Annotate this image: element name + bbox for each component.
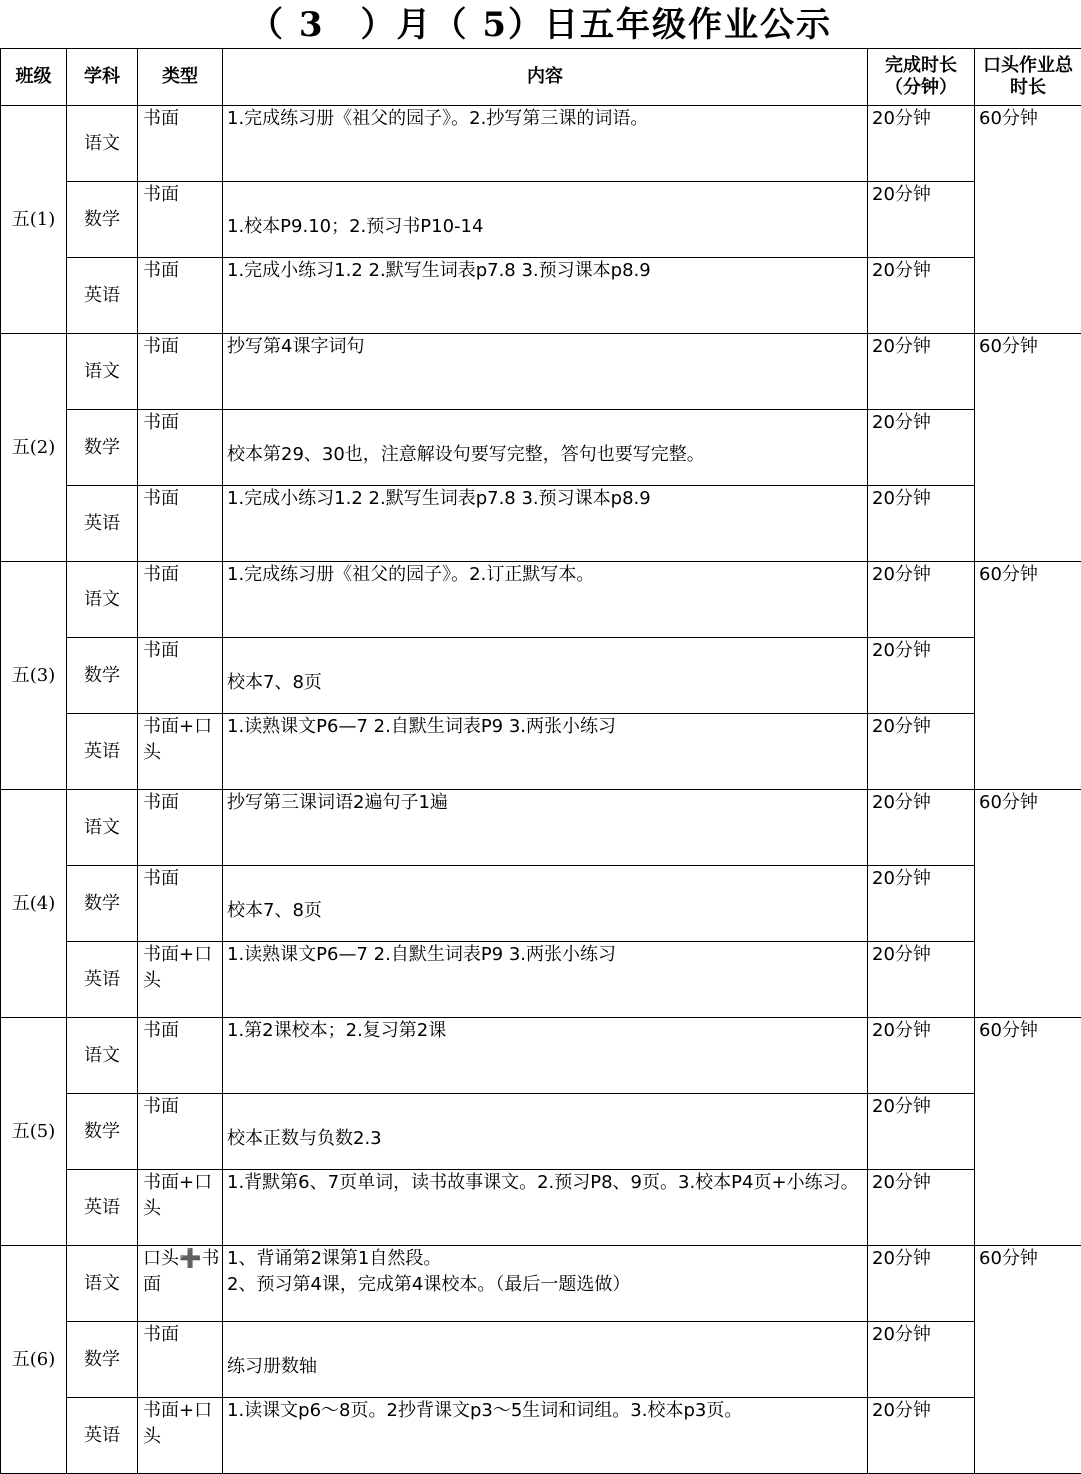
subject-cell-text: 语文 bbox=[84, 817, 120, 838]
content-cell-text: 1.完成练习册《祖父的园子》。2.抄写第三课的词语。 bbox=[227, 106, 863, 132]
header-subject: 学科 bbox=[67, 49, 138, 106]
type-cell-text: 书面 bbox=[143, 106, 222, 132]
type-cell bbox=[138, 1398, 223, 1474]
duration-cell-text: 20分钟 bbox=[872, 106, 974, 132]
content-cell bbox=[223, 1170, 868, 1246]
table-row bbox=[1, 1398, 1081, 1474]
subject-cell bbox=[67, 562, 138, 638]
subject-cell bbox=[67, 182, 138, 258]
content-cell bbox=[223, 334, 868, 410]
subject-cell bbox=[67, 866, 138, 942]
type-cell bbox=[138, 1094, 223, 1170]
duration-cell bbox=[868, 1094, 975, 1170]
type-cell-text: 书面 bbox=[143, 1018, 222, 1044]
duration-cell bbox=[868, 182, 975, 258]
homework-table bbox=[0, 48, 1081, 1474]
table-row bbox=[1, 714, 1081, 790]
duration-cell-text: 20分钟 bbox=[872, 790, 974, 816]
duration-cell-text: 20分钟 bbox=[872, 942, 974, 968]
table-row bbox=[1, 334, 1081, 410]
subject-cell-text: 英语 bbox=[84, 285, 120, 306]
type-cell bbox=[138, 1322, 223, 1398]
content-cell-text: 校本第29、30也，注意解设句要写完整，答句也要写完整。 bbox=[227, 442, 863, 468]
content-cell-text: 1.读课文p6～8页。2抄背课文p3～5生词和词组。3.校本p3页。 bbox=[227, 1398, 863, 1424]
content-cell-text: 练习册数轴 bbox=[227, 1354, 863, 1380]
subject-cell bbox=[67, 1246, 138, 1322]
class-cell bbox=[1, 1018, 67, 1246]
type-cell-text: 书面 bbox=[143, 486, 222, 512]
duration-cell-text: 20分钟 bbox=[872, 1398, 974, 1424]
duration-cell-text: 20分钟 bbox=[872, 1246, 974, 1272]
table-row bbox=[1, 1322, 1081, 1398]
duration-cell bbox=[868, 1246, 975, 1322]
header-duration-label: 完成时长（分钟） bbox=[885, 55, 957, 98]
type-cell bbox=[138, 1170, 223, 1246]
type-cell-text: 书面 bbox=[143, 182, 222, 208]
type-cell-text: 书面 bbox=[143, 258, 222, 284]
subject-cell-text: 数学 bbox=[84, 1121, 120, 1142]
duration-cell bbox=[868, 942, 975, 1018]
type-cell-text: 书面 bbox=[143, 638, 222, 664]
duration-cell-text: 20分钟 bbox=[872, 1094, 974, 1120]
type-cell-text: 口头➕书面 bbox=[143, 1246, 222, 1298]
content-cell bbox=[223, 562, 868, 638]
content-cell-text: 1.背默第6、7页单词，读书故事课文。2.预习P8、9页。3.校本P4页+小练习。 bbox=[227, 1170, 863, 1196]
duration-cell-text: 20分钟 bbox=[872, 182, 974, 208]
content-cell bbox=[223, 1018, 868, 1094]
subject-cell-text: 语文 bbox=[84, 1273, 120, 1294]
table-body bbox=[1, 106, 1081, 1474]
duration-cell bbox=[868, 866, 975, 942]
content-cell bbox=[223, 866, 868, 942]
subject-cell bbox=[67, 638, 138, 714]
duration-cell bbox=[868, 1322, 975, 1398]
duration-cell bbox=[868, 714, 975, 790]
duration-cell-text: 20分钟 bbox=[872, 714, 974, 740]
header-class: 班级 bbox=[1, 49, 67, 106]
duration-cell-text: 20分钟 bbox=[872, 258, 974, 284]
header-content: 内容 bbox=[223, 49, 868, 106]
type-cell bbox=[138, 182, 223, 258]
content-cell bbox=[223, 638, 868, 714]
type-cell bbox=[138, 562, 223, 638]
duration-cell bbox=[868, 106, 975, 182]
subject-cell bbox=[67, 410, 138, 486]
duration-cell-text: 20分钟 bbox=[872, 638, 974, 664]
class-cell-text: 五(6) bbox=[12, 1349, 56, 1370]
duration-cell bbox=[868, 1398, 975, 1474]
oral-total-cell-text: 60分钟 bbox=[979, 334, 1081, 360]
subject-cell-text: 数学 bbox=[84, 209, 120, 230]
oral-total-cell-text: 60分钟 bbox=[979, 790, 1081, 816]
type-cell-text: 书面+口头 bbox=[143, 1170, 222, 1222]
content-cell bbox=[223, 1094, 868, 1170]
content-cell-text: 抄写第4课字词句 bbox=[227, 334, 863, 360]
subject-cell bbox=[67, 714, 138, 790]
table-row bbox=[1, 1094, 1081, 1170]
oral-total-cell-text: 60分钟 bbox=[979, 1246, 1081, 1272]
content-cell bbox=[223, 486, 868, 562]
type-cell-text: 书面 bbox=[143, 562, 222, 588]
class-cell-text: 五(2) bbox=[12, 437, 56, 458]
table-row bbox=[1, 1246, 1081, 1322]
oral-total-cell-text: 60分钟 bbox=[979, 106, 1081, 132]
content-cell-text: 1.完成小练习1.2 2.默写生词表p7.8 3.预习课本p8.9 bbox=[227, 486, 863, 512]
type-cell-text: 书面 bbox=[143, 334, 222, 360]
type-cell bbox=[138, 1018, 223, 1094]
class-cell bbox=[1, 334, 67, 562]
type-cell-text: 书面 bbox=[143, 790, 222, 816]
duration-cell-text: 20分钟 bbox=[872, 410, 974, 436]
header-duration bbox=[868, 49, 975, 106]
duration-cell bbox=[868, 1018, 975, 1094]
subject-cell-text: 英语 bbox=[84, 513, 120, 534]
oral-total-cell bbox=[975, 334, 1081, 562]
table-row bbox=[1, 410, 1081, 486]
type-cell-text: 书面+口头 bbox=[143, 1398, 222, 1450]
duration-cell bbox=[868, 486, 975, 562]
duration-cell bbox=[868, 638, 975, 714]
class-cell bbox=[1, 790, 67, 1018]
oral-total-cell bbox=[975, 106, 1081, 334]
header-row bbox=[1, 49, 1081, 106]
duration-cell-text: 20分钟 bbox=[872, 1018, 974, 1044]
type-cell bbox=[138, 258, 223, 334]
type-cell-text: 书面 bbox=[143, 866, 222, 892]
content-cell bbox=[223, 1246, 868, 1322]
table-row bbox=[1, 1018, 1081, 1094]
content-cell-text: 2、预习第4课，完成第4课校本。（最后一题选做） bbox=[227, 1272, 863, 1298]
type-cell-text: 书面+口头 bbox=[143, 942, 222, 994]
class-cell-text: 五(3) bbox=[12, 665, 56, 686]
type-cell bbox=[138, 106, 223, 182]
subject-cell-text: 数学 bbox=[84, 437, 120, 458]
table-row bbox=[1, 866, 1081, 942]
subject-cell-text: 语文 bbox=[84, 1045, 120, 1066]
subject-cell bbox=[67, 1322, 138, 1398]
oral-total-cell bbox=[975, 1018, 1081, 1246]
type-cell bbox=[138, 638, 223, 714]
duration-cell bbox=[868, 410, 975, 486]
duration-cell-text: 20分钟 bbox=[872, 866, 974, 892]
header-oral-total-label: 口头作业总时长 bbox=[983, 55, 1073, 98]
oral-total-cell bbox=[975, 1246, 1081, 1474]
subject-cell bbox=[67, 486, 138, 562]
subject-cell-text: 英语 bbox=[84, 741, 120, 762]
subject-cell bbox=[67, 1398, 138, 1474]
type-cell-text: 书面 bbox=[143, 1094, 222, 1120]
content-cell bbox=[223, 106, 868, 182]
duration-cell-text: 20分钟 bbox=[872, 1322, 974, 1348]
content-cell bbox=[223, 182, 868, 258]
subject-cell bbox=[67, 1170, 138, 1246]
oral-total-cell bbox=[975, 790, 1081, 1018]
duration-cell-text: 20分钟 bbox=[872, 334, 974, 360]
table-row bbox=[1, 638, 1081, 714]
content-cell-text: 1.读熟课文P6—7 2.自默生词表P9 3.两张小练习 bbox=[227, 714, 863, 740]
class-cell bbox=[1, 106, 67, 334]
type-cell-text: 书面 bbox=[143, 410, 222, 436]
duration-cell bbox=[868, 790, 975, 866]
content-cell-text: 1.完成练习册《祖父的园子》。2.订正默写本。 bbox=[227, 562, 863, 588]
content-cell-text: 1.读熟课文P6—7 2.自默生词表P9 3.两张小练习 bbox=[227, 942, 863, 968]
type-cell-text: 书面 bbox=[143, 1322, 222, 1348]
type-cell bbox=[138, 790, 223, 866]
subject-cell bbox=[67, 334, 138, 410]
header-type: 类型 bbox=[138, 49, 223, 106]
duration-cell-text: 20分钟 bbox=[872, 562, 974, 588]
oral-total-cell-text: 60分钟 bbox=[979, 562, 1081, 588]
table-row bbox=[1, 486, 1081, 562]
table-row bbox=[1, 790, 1081, 866]
content-cell bbox=[223, 1322, 868, 1398]
type-cell bbox=[138, 1246, 223, 1322]
subject-cell-text: 数学 bbox=[84, 893, 120, 914]
table-row bbox=[1, 562, 1081, 638]
content-cell bbox=[223, 790, 868, 866]
duration-cell bbox=[868, 562, 975, 638]
class-cell-text: 五(5) bbox=[12, 1121, 56, 1142]
subject-cell bbox=[67, 1094, 138, 1170]
class-cell-text: 五(4) bbox=[12, 893, 56, 914]
duration-cell-text: 20分钟 bbox=[872, 486, 974, 512]
type-cell bbox=[138, 866, 223, 942]
oral-total-cell-text: 60分钟 bbox=[979, 1018, 1081, 1044]
content-cell bbox=[223, 410, 868, 486]
table-row bbox=[1, 1170, 1081, 1246]
type-cell bbox=[138, 942, 223, 1018]
page-title: （ 3 ）月（ 5）日五年级作业公示 bbox=[0, 0, 1081, 48]
subject-cell-text: 语文 bbox=[84, 133, 120, 154]
header-oral-total bbox=[975, 49, 1081, 106]
subject-cell bbox=[67, 1018, 138, 1094]
type-cell bbox=[138, 334, 223, 410]
class-cell bbox=[1, 1246, 67, 1474]
subject-cell bbox=[67, 942, 138, 1018]
content-cell bbox=[223, 258, 868, 334]
table-row bbox=[1, 942, 1081, 1018]
type-cell-text: 书面+口头 bbox=[143, 714, 222, 766]
table-row bbox=[1, 258, 1081, 334]
content-cell bbox=[223, 1398, 868, 1474]
subject-cell-text: 语文 bbox=[84, 361, 120, 382]
content-cell-text: 校本7、8页 bbox=[227, 898, 863, 924]
type-cell bbox=[138, 410, 223, 486]
content-cell-text: 1、背诵第2课第1自然段。 bbox=[227, 1246, 863, 1272]
subject-cell-text: 英语 bbox=[84, 1425, 120, 1446]
oral-total-cell bbox=[975, 562, 1081, 790]
subject-cell-text: 英语 bbox=[84, 1197, 120, 1218]
type-cell bbox=[138, 714, 223, 790]
content-cell-text: 抄写第三课词语2遍句子1遍 bbox=[227, 790, 863, 816]
content-cell bbox=[223, 942, 868, 1018]
content-cell-text: 1.校本P9.10；2.预习书P10-14 bbox=[227, 214, 863, 240]
subject-cell bbox=[67, 258, 138, 334]
content-cell-text: 校本7、8页 bbox=[227, 670, 863, 696]
duration-cell bbox=[868, 258, 975, 334]
subject-cell-text: 英语 bbox=[84, 969, 120, 990]
class-cell-text: 五(1) bbox=[12, 209, 56, 230]
duration-cell-text: 20分钟 bbox=[872, 1170, 974, 1196]
subject-cell-text: 语文 bbox=[84, 589, 120, 610]
content-cell bbox=[223, 714, 868, 790]
type-cell bbox=[138, 486, 223, 562]
subject-cell-text: 数学 bbox=[84, 1349, 120, 1370]
subject-cell bbox=[67, 106, 138, 182]
class-cell bbox=[1, 562, 67, 790]
subject-cell-text: 数学 bbox=[84, 665, 120, 686]
table-row bbox=[1, 106, 1081, 182]
subject-cell bbox=[67, 790, 138, 866]
duration-cell bbox=[868, 334, 975, 410]
duration-cell bbox=[868, 1170, 975, 1246]
table-row bbox=[1, 182, 1081, 258]
content-cell-text: 1.第2课校本；2.复习第2课 bbox=[227, 1018, 863, 1044]
content-cell-text: 校本正数与负数2.3 bbox=[227, 1126, 863, 1152]
content-cell-text: 1.完成小练习1.2 2.默写生词表p7.8 3.预习课本p8.9 bbox=[227, 258, 863, 284]
